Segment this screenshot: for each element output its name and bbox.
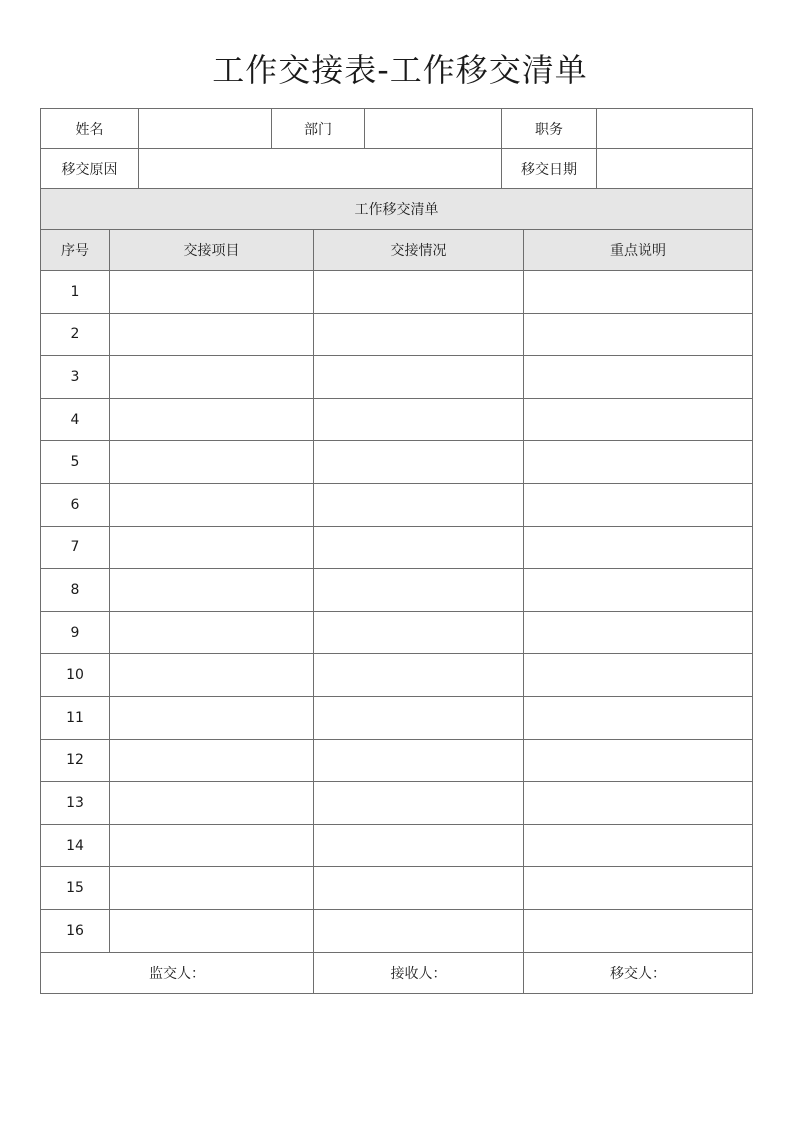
date-field[interactable]: [597, 149, 753, 189]
col-header-notes: 重点说明: [524, 230, 753, 271]
row-notes-cell[interactable]: [524, 824, 753, 867]
info-row-1: [41, 109, 753, 149]
row-item-cell[interactable]: [110, 909, 314, 952]
row-notes-cell[interactable]: [524, 441, 753, 484]
table-row: [41, 909, 753, 952]
row-status-cell[interactable]: [314, 824, 524, 867]
row-status-cell[interactable]: [314, 356, 524, 399]
reason-label: 移交原因: [41, 149, 139, 189]
row-notes-cell[interactable]: [524, 398, 753, 441]
row-status-cell[interactable]: [314, 398, 524, 441]
row-notes-cell[interactable]: [524, 526, 753, 569]
row-notes-cell[interactable]: [524, 611, 753, 654]
table-row: [41, 696, 753, 739]
row-index: 15: [41, 867, 110, 910]
column-header-row: [41, 230, 753, 271]
receiver-signature[interactable]: 接收人：: [314, 952, 524, 993]
page-title: 工作交接表-工作移交清单: [212, 51, 588, 89]
row-index: 10: [41, 654, 110, 697]
row-index: 8: [41, 569, 110, 612]
info-row-2: [41, 149, 753, 189]
row-index: 6: [41, 483, 110, 526]
row-notes-cell[interactable]: [524, 696, 753, 739]
row-status-cell[interactable]: [314, 654, 524, 697]
row-index: 13: [41, 782, 110, 825]
section-title: 工作移交清单: [41, 189, 753, 230]
reason-field[interactable]: [139, 149, 502, 189]
table-row: [41, 441, 753, 484]
table-row: [41, 483, 753, 526]
row-item-cell[interactable]: [110, 356, 314, 399]
row-item-cell[interactable]: [110, 569, 314, 612]
name-label: 姓名: [41, 109, 139, 149]
row-status-cell[interactable]: [314, 696, 524, 739]
row-item-cell[interactable]: [110, 271, 314, 314]
col-header-item: 交接项目: [110, 230, 314, 271]
row-status-cell[interactable]: [314, 782, 524, 825]
row-index: 3: [41, 356, 110, 399]
table-row: [41, 654, 753, 697]
col-header-status: 交接情况: [314, 230, 524, 271]
row-index: 7: [41, 526, 110, 569]
table-row: [41, 526, 753, 569]
row-index: 16: [41, 909, 110, 952]
row-item-cell[interactable]: [110, 654, 314, 697]
row-index: 2: [41, 313, 110, 356]
row-notes-cell[interactable]: [524, 654, 753, 697]
row-item-cell[interactable]: [110, 611, 314, 654]
table-row: [41, 271, 753, 314]
row-item-cell[interactable]: [110, 867, 314, 910]
handover-signature[interactable]: 移交人：: [524, 952, 753, 993]
row-status-cell[interactable]: [314, 569, 524, 612]
table-row: [41, 313, 753, 356]
row-status-cell[interactable]: [314, 271, 524, 314]
row-notes-cell[interactable]: [524, 782, 753, 825]
row-index: 9: [41, 611, 110, 654]
table-row: [41, 867, 753, 910]
table-row: [41, 398, 753, 441]
table-row: [41, 739, 753, 782]
info-table: [40, 108, 753, 189]
signature-row: [41, 952, 753, 993]
handover-list-table: [40, 188, 753, 994]
table-row: [41, 782, 753, 825]
row-index: 11: [41, 696, 110, 739]
row-item-cell[interactable]: [110, 398, 314, 441]
row-notes-cell[interactable]: [524, 909, 753, 952]
position-field[interactable]: [597, 109, 753, 149]
row-notes-cell[interactable]: [524, 739, 753, 782]
table-row: [41, 569, 753, 612]
row-status-cell[interactable]: [314, 441, 524, 484]
row-index: 1: [41, 271, 110, 314]
row-item-cell[interactable]: [110, 696, 314, 739]
handover-sheet: [40, 108, 752, 994]
row-notes-cell[interactable]: [524, 569, 753, 612]
row-status-cell[interactable]: [314, 909, 524, 952]
row-notes-cell[interactable]: [524, 356, 753, 399]
row-index: 5: [41, 441, 110, 484]
row-notes-cell[interactable]: [524, 867, 753, 910]
row-item-cell[interactable]: [110, 824, 314, 867]
row-status-cell[interactable]: [314, 526, 524, 569]
row-item-cell[interactable]: [110, 739, 314, 782]
row-status-cell[interactable]: [314, 483, 524, 526]
row-item-cell[interactable]: [110, 441, 314, 484]
row-status-cell[interactable]: [314, 611, 524, 654]
table-row: [41, 356, 753, 399]
rows-body: [41, 271, 753, 953]
col-header-index: 序号: [41, 230, 110, 271]
row-item-cell[interactable]: [110, 313, 314, 356]
row-item-cell[interactable]: [110, 483, 314, 526]
table-row: [41, 824, 753, 867]
row-item-cell[interactable]: [110, 782, 314, 825]
name-field[interactable]: [139, 109, 272, 149]
row-index: 14: [41, 824, 110, 867]
row-index: 12: [41, 739, 110, 782]
date-label: 移交日期: [502, 149, 597, 189]
row-status-cell[interactable]: [314, 867, 524, 910]
row-notes-cell[interactable]: [524, 483, 753, 526]
section-banner-row: [41, 189, 753, 230]
table-row: [41, 611, 753, 654]
row-notes-cell[interactable]: [524, 271, 753, 314]
supervisor-signature[interactable]: 监交人：: [41, 952, 314, 993]
row-index: 4: [41, 398, 110, 441]
dept-field[interactable]: [365, 109, 502, 149]
row-status-cell[interactable]: [314, 739, 524, 782]
position-label: 职务: [502, 109, 597, 149]
row-status-cell[interactable]: [314, 313, 524, 356]
row-item-cell[interactable]: [110, 526, 314, 569]
row-notes-cell[interactable]: [524, 313, 753, 356]
dept-label: 部门: [272, 109, 365, 149]
